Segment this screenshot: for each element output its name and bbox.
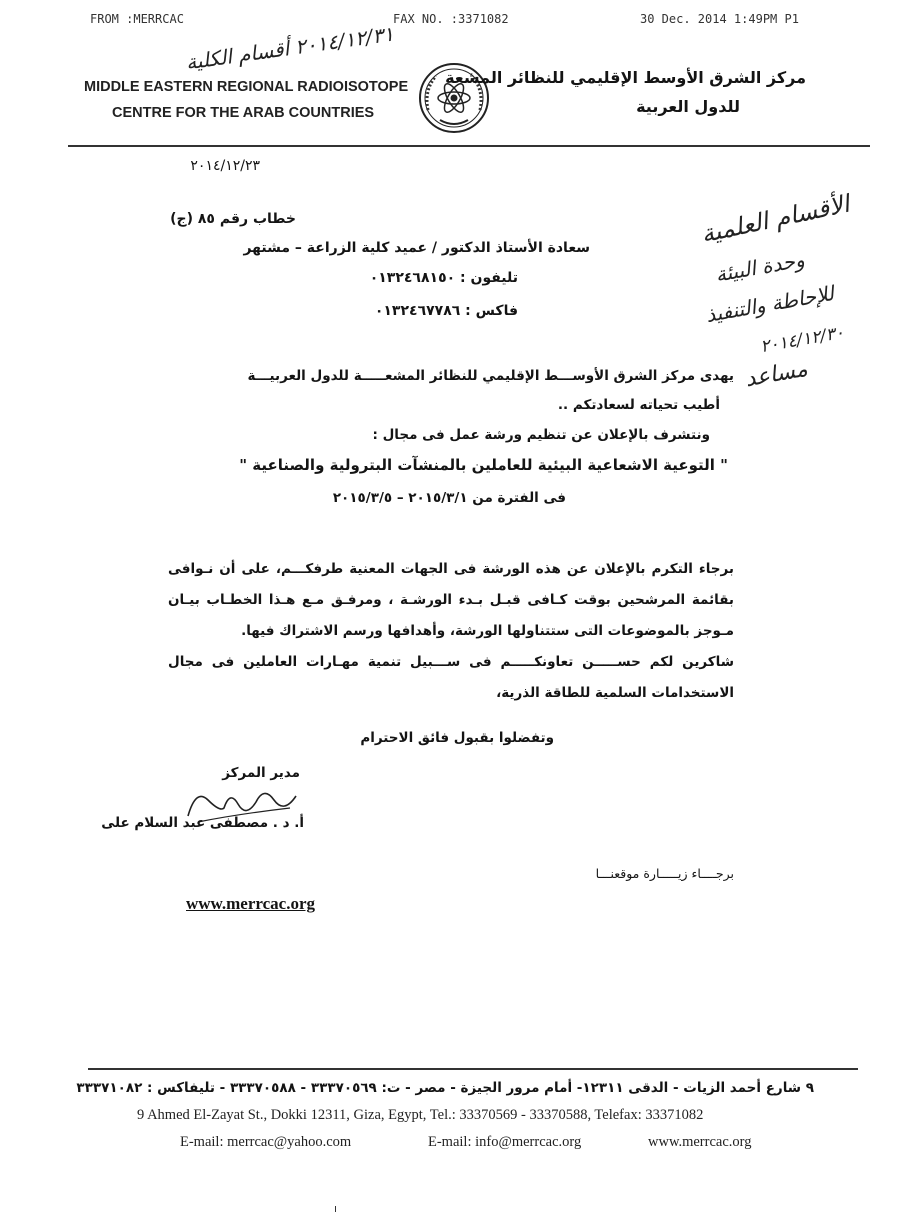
handwritten-top-note: ٢٠١٤/١٢/٣١ أقسام الكلية <box>184 21 396 75</box>
letterhead-english-line2: CENTRE FOR THE ARAB COUNTRIES <box>112 105 375 121</box>
letterhead-english-line1: MIDDLE EASTERN REGIONAL RADIOISOTOPE <box>84 79 409 95</box>
announcement: ونتشرف بالإعلان عن تنظيم ورشة عمل فى مجال : <box>372 427 710 443</box>
footer-english-address: 9 Ahmed El-Zayat St., Dokki 12311, Giza, Egypt, Tel.: 33370569 - 33370588, Telefax: 33371082 <box>137 1107 704 1123</box>
paragraph-1: برجاء التكرم بالإعلان عن هذه الورشة فى الجهات المعنية طرفكـــم، على أن نـوافى بقائمة المرشحين بوقت كـافى قبـل بـدء الورشـة ، ومرفـق مـع هـذا الخطـاب بيـان مـوجز بالموضوعات التى ستتناولها الورشة، وأهدافها ورسم الاشتراك فيها. <box>168 561 734 639</box>
letter-recipient: سعادة الأستاذ الدكتور / عميد كلية الزراعة – مشتهر <box>243 240 590 256</box>
signer-title: مدير المركز <box>222 765 300 781</box>
fax-datetime: 30 Dec. 2014 1:49PM P1 <box>640 12 799 26</box>
header-divider <box>68 145 870 147</box>
footer-email-info[interactable]: E-mail: info@merrcac.org <box>428 1134 582 1150</box>
signer-name: أ. د . مصطفى عبد السلام على <box>101 815 304 831</box>
visit-site-note: برجــــاء زيـــــارة موقعنـــا <box>595 866 734 881</box>
greeting-line-1: يهدى مركز الشرق الأوســـط الإقليمي للنظائر المشعـــــة للدول العربيـــة <box>247 368 734 384</box>
letterhead-arabic-line2: للدول العربية <box>636 97 740 116</box>
fax-from: FROM :MERRCAC <box>90 12 184 26</box>
letter-phone: تليفون : ٠١٣٢٤٦٨١٥٠ <box>369 270 518 286</box>
handwritten-margin-note-1: الأقسام العلمية <box>698 189 852 249</box>
handwritten-margin-date: ٢٠١٤/١٢/٣٠ <box>758 322 846 358</box>
letter-fax: فاكس : ٠١٣٢٤٦٧٧٨٦ <box>374 303 518 319</box>
footer-website[interactable]: www.merrcac.org <box>648 1134 752 1150</box>
handwritten-margin-signature: مساعد <box>743 356 810 393</box>
letter-date: ٢٠١٤/١٢/٢٣ <box>190 158 260 174</box>
scan-edge-mark <box>335 1206 336 1212</box>
fax-number: FAX NO. :3371082 <box>393 12 509 26</box>
letterhead-arabic-line1: مركز الشرق الأوسط الإقليمي للنظائر المشعة <box>445 68 806 87</box>
greeting-line-2: أطيب تحياته لسعادتكم .. <box>557 397 720 413</box>
handwritten-margin-note-2: وحدة البيئة <box>713 247 807 287</box>
workshop-title: " التوعية الاشعاعية البيئية للعاملين بالمنشآت البترولية والصناعية " <box>239 456 728 474</box>
letter-reference: خطاب رقم ٨٥ (ج) <box>170 211 296 227</box>
paragraph-2: شاكرين لكم حســـــن تعاونكـــــم فى ســـبيل تنمية مهـارات العاملين فى مجال الاستخدامات السلمية للطاقة الذرية، <box>168 654 734 701</box>
closing-line: وتفضلوا بقبول فائق الاحترام <box>360 730 554 746</box>
workshop-period: فى الفترة من ٢٠١٥/٣/١ – ٢٠١٥/٣/٥ <box>332 490 566 506</box>
handwritten-margin-note-3: للإحاطة والتنفيذ <box>703 280 836 328</box>
website-link[interactable]: www.merrcac.org <box>186 894 316 913</box>
footer-email-yahoo[interactable]: E-mail: merrcac@yahoo.com <box>180 1134 352 1150</box>
footer-arabic-address: ٩ شارع أحمد الزيات - الدقى ١٢٣١١- أمام مرور الجيزة - مصر - ت: ٣٣٣٧٠٥٦٩ - ٣٣٣٧٠٥٨٨ - تليفاكس : ٣٣٣٧١٠٨٢ <box>76 1080 814 1096</box>
footer-divider <box>88 1068 858 1070</box>
